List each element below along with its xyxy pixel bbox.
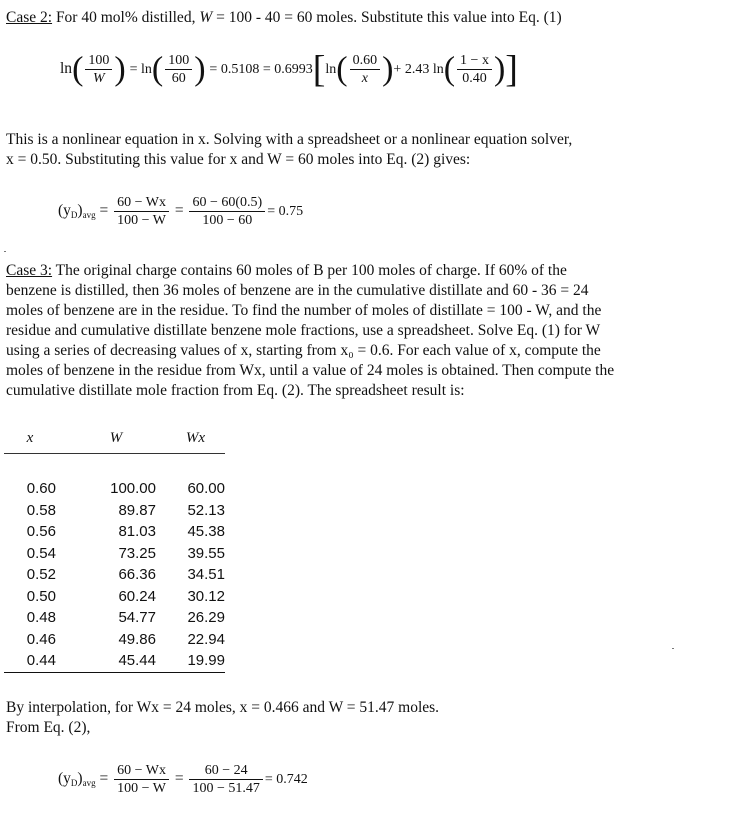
table-row xyxy=(4,586,225,608)
cell-x: 0.50 xyxy=(26,587,56,605)
cell-w: 81.03 xyxy=(118,523,156,540)
cell-wx: 22.94 xyxy=(187,630,225,648)
equation-2: $(y_D)_{avg}$ = $\frac{60 - Wx}{100 - W}$ = $\frac{60 - 60(0.5)}{100 - 60}$ = 0.75 xyxy=(58,195,304,228)
eq3-frac1: $\frac{60 - Wx}{100 - W}$ xyxy=(114,762,169,797)
cell-wx: 39.55 xyxy=(187,544,225,562)
table-row xyxy=(4,650,225,672)
case3-line-4: using a series of decreasing values of x, starting from x₀ = 0.6. For each value of x, compute the xyxy=(6,342,601,359)
eq1-frac1: $\frac{100}{W}$ xyxy=(85,52,112,87)
cell-wx: 26.29 xyxy=(187,609,225,626)
cell-x: 0.60 xyxy=(26,480,56,497)
eq2-frac1: $\frac{60 - Wx}{100 - W}$ xyxy=(114,194,169,229)
interp-line-2: From Eq. (2), xyxy=(6,719,91,736)
case3-label: Case 3: xyxy=(6,262,53,279)
eq1-frac2: $\frac{100}{60}$ xyxy=(165,52,192,87)
spreadsheet-table xyxy=(4,430,225,673)
case3-line-6: cumulative distillate mole fraction from Eq. (2). The spreadsheet result is: xyxy=(6,382,465,399)
eq2-frac2: $\frac{60 - 60(0.5)}{100 - 60}$ xyxy=(189,194,265,229)
cell-wx: 30.12 xyxy=(187,587,225,605)
scan-mark xyxy=(4,251,6,252)
case2-intro xyxy=(6,8,562,28)
cell-wx: 19.99 xyxy=(156,650,225,672)
eq3-frac2: $\frac{60 - 24}{100 - 51.47}$ xyxy=(189,762,262,797)
cell-w: 49.86 xyxy=(118,630,156,648)
cell-w: 54.77 xyxy=(118,609,156,626)
case3-line-0: Case 3: The original charge contains 60 moles of B per 100 moles of charge. If 60% of the xyxy=(6,262,567,279)
cell-w: 89.87 xyxy=(118,501,156,519)
table-row xyxy=(4,607,225,629)
equation-3: $(y_D)_{avg}$ = $\frac{60 - Wx}{100 - W}$ = $\frac{60 - 24}{100 - 51.47}$ = 0.742 xyxy=(58,763,308,796)
interp-line-1: By interpolation, for Wx = 24 moles, x = 0.466 and W = 51.47 moles. xyxy=(6,699,440,716)
case2-para1: This is a nonlinear equation in x. Solving with a spreadsheet or a nonlinear equation solver, xyxy=(6,131,573,148)
cell-x: 0.44 xyxy=(4,650,56,672)
case2-intro-text: For 40 mol% distilled, xyxy=(52,9,200,26)
eq1-ln: ln xyxy=(60,60,73,78)
case2-intro-eq: = 100 - 40 = 60 moles. Substitute this value into Eq. (1) xyxy=(212,9,562,26)
table-row xyxy=(4,521,225,543)
case3-line-2: moles of benzene are in the residue. To find the number of moles of distillate = 100 - W, and the xyxy=(6,302,602,319)
case3-line-1: benzene is distilled, then 36 moles of benzene are in the cumulative distillate and 60 - 36 = 24 xyxy=(6,282,589,299)
cell-wx: 34.51 xyxy=(187,566,225,583)
cell-x: 0.46 xyxy=(26,630,56,648)
scan-speck xyxy=(672,648,674,649)
cell-x: 0.48 xyxy=(26,609,56,626)
cell-w: 45.44 xyxy=(56,650,156,672)
table-row xyxy=(4,564,225,586)
cell-wx: 60.00 xyxy=(187,480,225,497)
table-row xyxy=(4,500,225,522)
case3-line-3: residue and cumulative distillate benzene mole fractions, use a spreadsheet. Solve Eq. (1) for W xyxy=(6,322,601,339)
cell-wx: 52.13 xyxy=(187,501,225,519)
eq1-frac4: $\frac{1 - x}{0.40}$ xyxy=(457,52,492,87)
cell-x: 0.56 xyxy=(26,523,56,540)
case3-line-5: moles of benzene in the residue from Wx, until a value of 24 moles is obtained. Then compute the xyxy=(6,362,615,379)
table-row xyxy=(4,543,225,565)
header-wx: Wx xyxy=(156,430,225,454)
eq1-frac3: $\frac{0.60}{x}$ xyxy=(350,52,381,87)
cell-x: 0.54 xyxy=(26,544,56,562)
cell-x: 0.52 xyxy=(26,566,56,583)
cell-w: 66.36 xyxy=(118,566,156,583)
cell-w: 60.24 xyxy=(118,587,156,605)
equation-1: ln( $\frac{100}{W}$ ) = ln( $\frac{100}{60}$ ) = 0.5108 = 0.6993[ln( $\frac{0.60}{x}$ )+ 2.43 ln( $\frac{1 - x}{0.40}$ )] xyxy=(60,48,518,91)
cell-w: 100.00 xyxy=(110,480,156,497)
header-w: W xyxy=(56,430,156,454)
table-row xyxy=(4,478,225,500)
case2-label: Case 2: xyxy=(6,9,53,26)
table-header-row xyxy=(4,430,225,454)
cell-x: 0.58 xyxy=(26,501,56,519)
case2-var-w: W xyxy=(199,9,213,26)
case2-para2: x = 0.50. Substituting this value for x and W = 60 moles into Eq. (2) gives: xyxy=(6,151,471,168)
table-row xyxy=(4,629,225,651)
cell-wx: 45.38 xyxy=(187,523,225,540)
header-x: x xyxy=(4,430,56,454)
cell-w: 73.25 xyxy=(118,544,156,562)
